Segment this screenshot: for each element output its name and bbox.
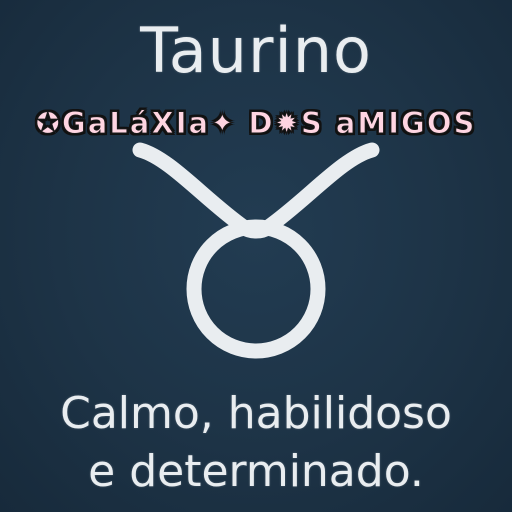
watermark-overlay: ✪GaLáXIa✦ D✹S aMIGOS (35, 106, 477, 140)
tagline-line-1: Calmo, habilidoso (60, 388, 452, 439)
tagline-line-2: e determinado. (88, 446, 424, 497)
sign-title: Taurino (140, 14, 372, 87)
